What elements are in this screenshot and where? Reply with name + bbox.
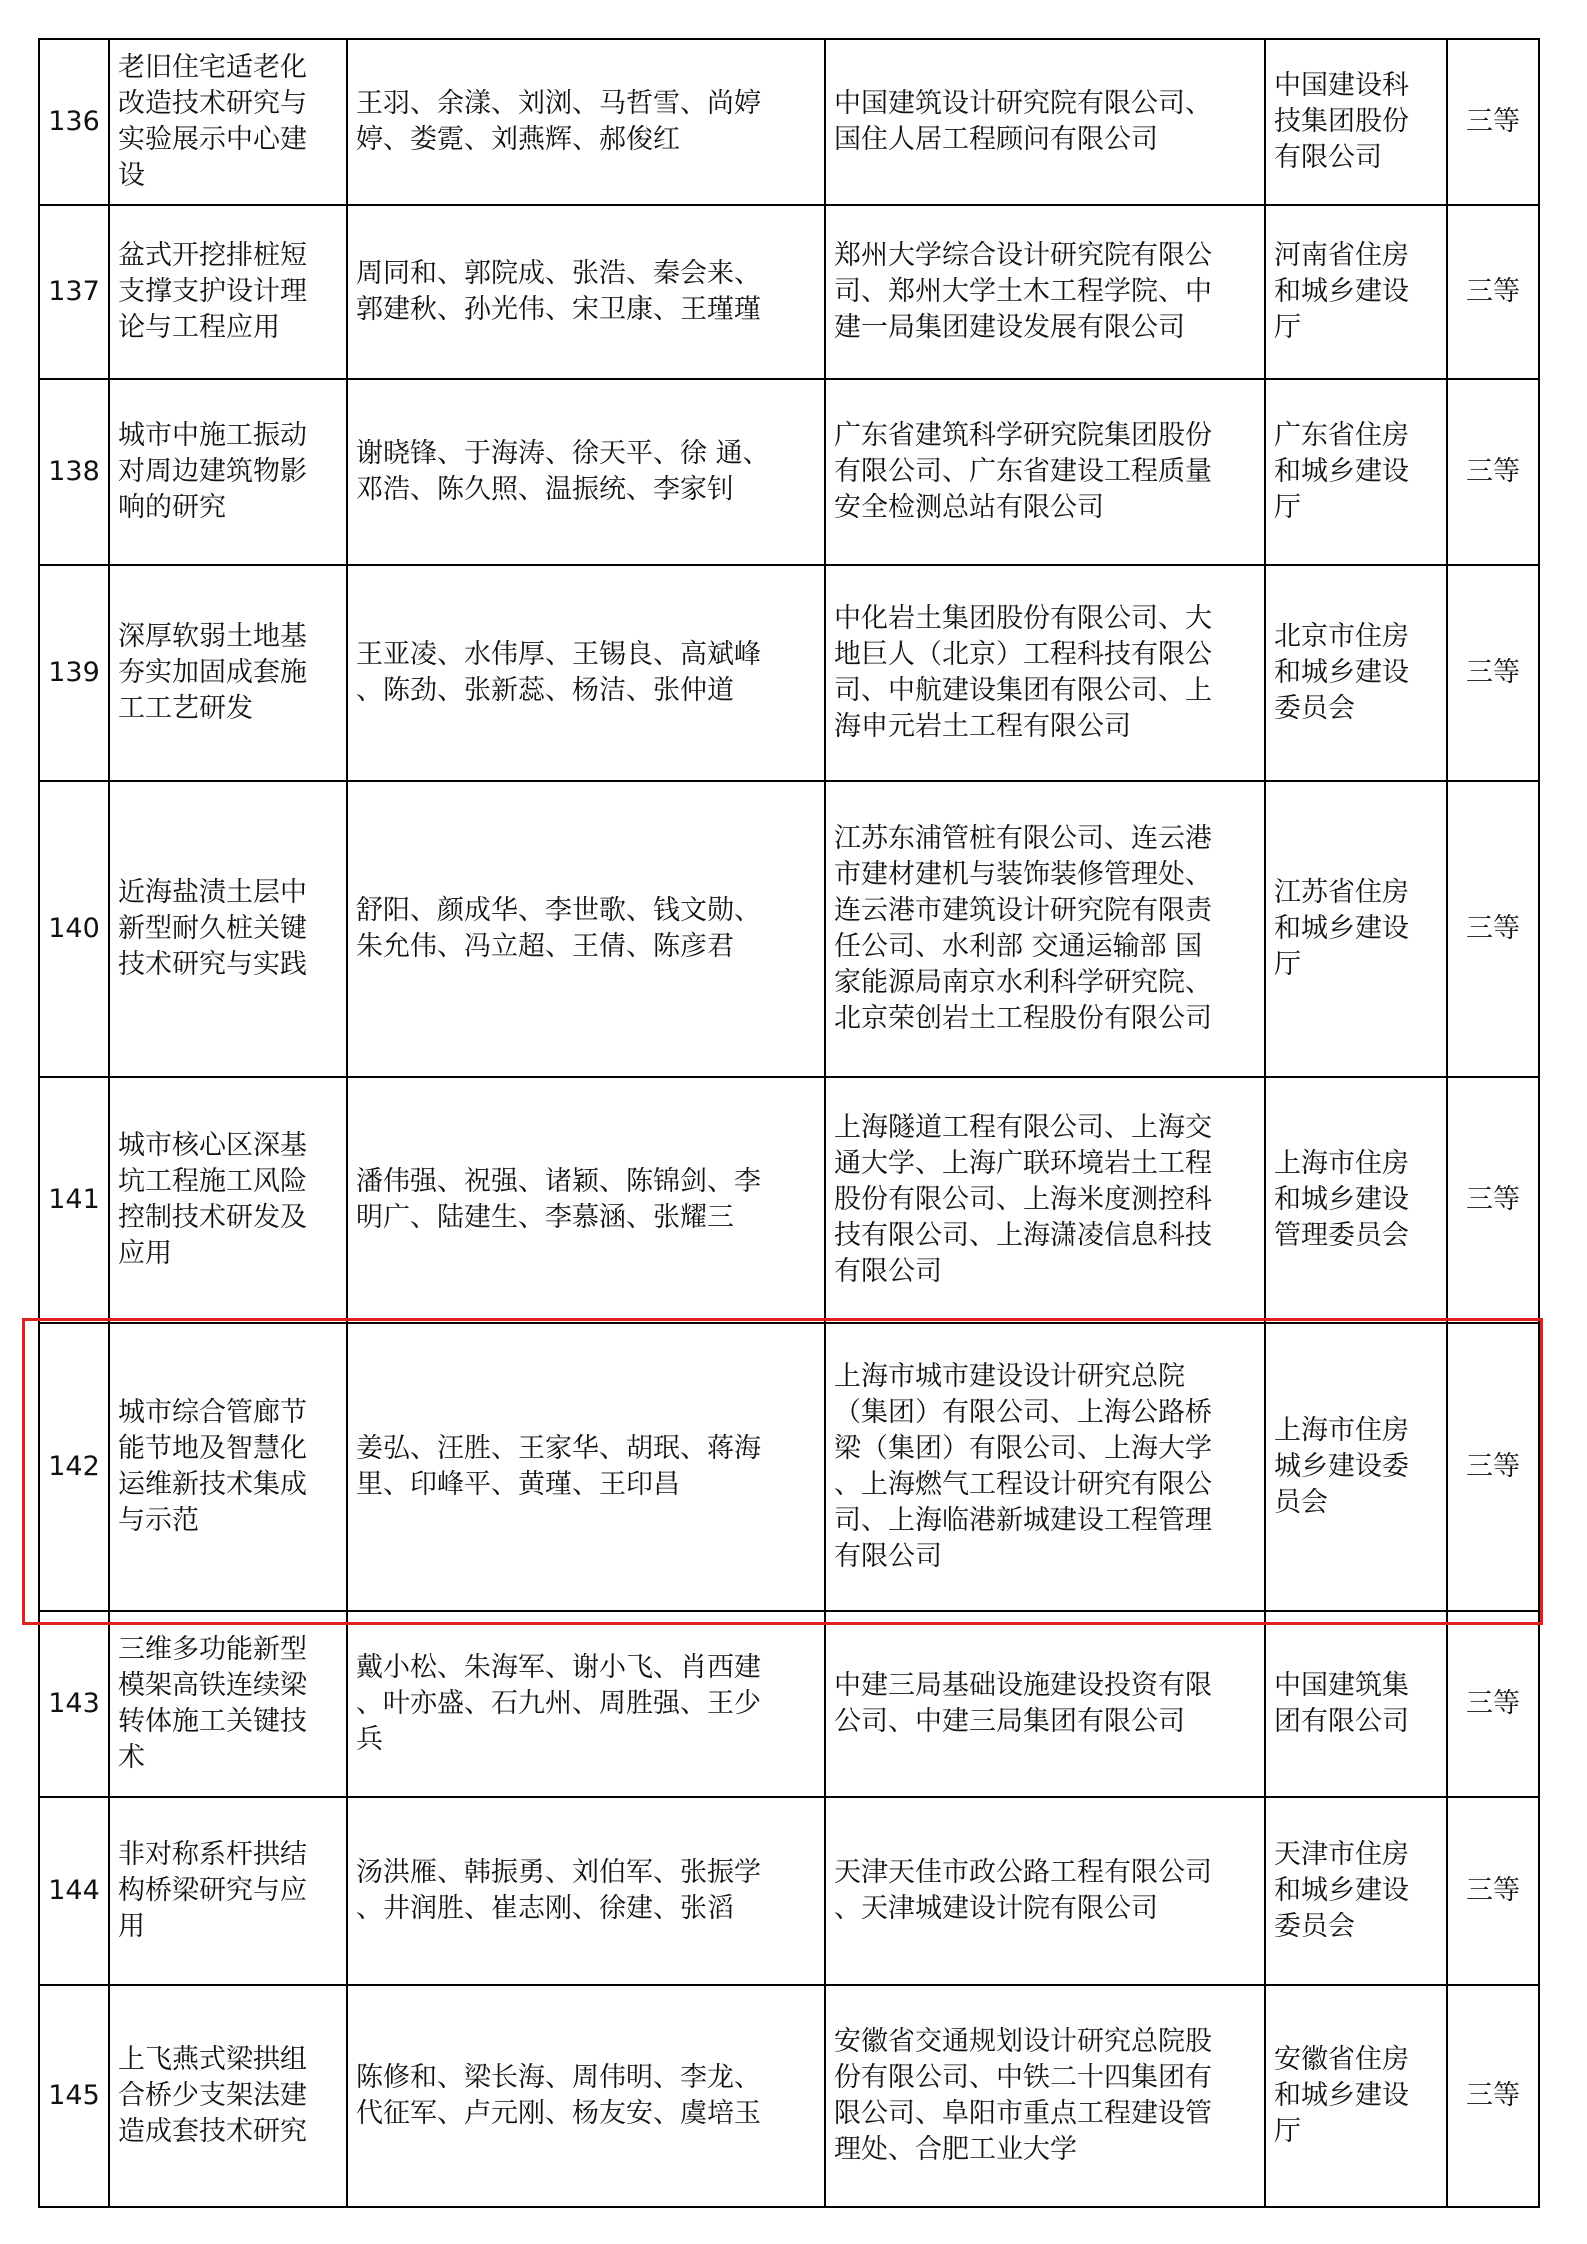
award-grade: 三等: [1447, 379, 1539, 565]
completing-units: 中国建筑设计研究院有限公司、 国住人居工程顾问有限公司: [825, 39, 1265, 205]
project-name: 非对称系杆拱结 构桥梁研究与应 用: [109, 1797, 347, 1985]
main-contributors: 姜弘、汪胜、王家华、胡珉、蒋海 里、印峰平、黄瑾、王印昌: [347, 1323, 825, 1611]
table-row: [39, 1077, 1539, 1323]
project-name: 老旧住宅适老化 改造技术研究与 实验展示中心建 设: [109, 39, 347, 205]
completing-units: 广东省建筑科学研究院集团股份 有限公司、广东省建设工程质量 安全检测总站有限公司: [825, 379, 1265, 565]
table-row: [39, 205, 1539, 379]
completing-units: 安徽省交通规划设计研究总院股 份有限公司、中铁二十四集团有 限公司、阜阳市重点工程建设管 理处、合肥工业大学: [825, 1985, 1265, 2207]
row-number: 140: [39, 781, 109, 1077]
project-name: 城市综合管廊节 能节地及智慧化 运维新技术集成 与示范: [109, 1323, 347, 1611]
main-contributors: 汤洪雁、韩振勇、刘伯军、张振学 、井润胜、崔志刚、徐建、张滔: [347, 1797, 825, 1985]
award-grade: 三等: [1447, 1797, 1539, 1985]
recommending-unit: 安徽省住房 和城乡建设 厅: [1265, 1985, 1447, 2207]
award-grade: 三等: [1447, 781, 1539, 1077]
project-name: 近海盐渍土层中 新型耐久桩关键 技术研究与实践: [109, 781, 347, 1077]
completing-units: 天津天佳市政公路工程有限公司 、天津城建设计院有限公司: [825, 1797, 1265, 1985]
project-name: 三维多功能新型 模架高铁连续梁 转体施工关键技 术: [109, 1611, 347, 1797]
completing-units: 上海市城市建设设计研究总院 （集团）有限公司、上海公路桥 梁（集团）有限公司、上海大学 、上海燃气工程设计研究有限公 司、上海临港新城建设工程管理 有限公司: [825, 1323, 1265, 1611]
table-row: [39, 39, 1539, 205]
main-contributors: 戴小松、朱海军、谢小飞、肖西建 、叶亦盛、石九州、周胜强、王少 兵: [347, 1611, 825, 1797]
table-row: [39, 1797, 1539, 1985]
main-contributors: 王羽、余漾、刘浏、马哲雪、尚婷 婷、娄霓、刘燕辉、郝俊红: [347, 39, 825, 205]
main-contributors: 潘伟强、祝强、诸颖、陈锦剑、李 明广、陆建生、李慕涵、张耀三: [347, 1077, 825, 1323]
row-number: 139: [39, 565, 109, 781]
main-contributors: 周同和、郭院成、张浩、秦会来、 郭建秋、孙光伟、宋卫康、王瑾瑾: [347, 205, 825, 379]
row-number: 138: [39, 379, 109, 565]
awards-table: [38, 38, 1540, 2208]
project-name: 深厚软弱土地基 夯实加固成套施 工工艺研发: [109, 565, 347, 781]
row-number: 137: [39, 205, 109, 379]
completing-units: 郑州大学综合设计研究院有限公 司、郑州大学土木工程学院、中 建一局集团建设发展有限公司: [825, 205, 1265, 379]
table-row: [39, 565, 1539, 781]
recommending-unit: 天津市住房 和城乡建设 委员会: [1265, 1797, 1447, 1985]
row-number: 142: [39, 1323, 109, 1611]
award-grade: 三等: [1447, 1077, 1539, 1323]
recommending-unit: 中国建设科 技集团股份 有限公司: [1265, 39, 1447, 205]
main-contributors: 谢晓锋、于海涛、徐天平、徐 通、 邓浩、陈久照、温振统、李家钊: [347, 379, 825, 565]
table-row: [39, 781, 1539, 1077]
award-grade: 三等: [1447, 39, 1539, 205]
recommending-unit: 江苏省住房 和城乡建设 厅: [1265, 781, 1447, 1077]
project-name: 城市核心区深基 坑工程施工风险 控制技术研发及 应用: [109, 1077, 347, 1323]
row-number: 143: [39, 1611, 109, 1797]
row-number: 141: [39, 1077, 109, 1323]
completing-units: 中化岩土集团股份有限公司、大 地巨人（北京）工程科技有限公 司、中航建设集团有限公司、上 海申元岩土工程有限公司: [825, 565, 1265, 781]
recommending-unit: 北京市住房 和城乡建设 委员会: [1265, 565, 1447, 781]
row-number: 136: [39, 39, 109, 205]
row-number: 144: [39, 1797, 109, 1985]
award-grade: 三等: [1447, 1985, 1539, 2207]
main-contributors: 王亚凌、水伟厚、王锡良、高斌峰 、陈劲、张新蕊、杨洁、张仲道: [347, 565, 825, 781]
award-grade: 三等: [1447, 205, 1539, 379]
award-grade: 三等: [1447, 1611, 1539, 1797]
table-row: [39, 1985, 1539, 2207]
award-grade: 三等: [1447, 565, 1539, 781]
table-row: [39, 379, 1539, 565]
main-contributors: 舒阳、颜成华、李世歌、钱文勋、 朱允伟、冯立超、王倩、陈彦君: [347, 781, 825, 1077]
completing-units: 上海隧道工程有限公司、上海交 通大学、上海广联环境岩土工程 股份有限公司、上海米度测控科 技有限公司、上海潇凌信息科技 有限公司: [825, 1077, 1265, 1323]
recommending-unit: 上海市住房 和城乡建设 管理委员会: [1265, 1077, 1447, 1323]
table-row: [39, 1323, 1539, 1611]
main-contributors: 陈修和、梁长海、周伟明、李龙、 代征军、卢元刚、杨友安、虞培玉: [347, 1985, 825, 2207]
completing-units: 中建三局基础设施建设投资有限 公司、中建三局集团有限公司: [825, 1611, 1265, 1797]
table-row: [39, 1611, 1539, 1797]
project-name: 上飞燕式梁拱组 合桥少支架法建 造成套技术研究: [109, 1985, 347, 2207]
recommending-unit: 河南省住房 和城乡建设 厅: [1265, 205, 1447, 379]
recommending-unit: 上海市住房 城乡建设委 员会: [1265, 1323, 1447, 1611]
recommending-unit: 中国建筑集 团有限公司: [1265, 1611, 1447, 1797]
recommending-unit: 广东省住房 和城乡建设 厅: [1265, 379, 1447, 565]
project-name: 盆式开挖排桩短 支撑支护设计理 论与工程应用: [109, 205, 347, 379]
award-grade: 三等: [1447, 1323, 1539, 1611]
project-name: 城市中施工振动 对周边建筑物影 响的研究: [109, 379, 347, 565]
completing-units: 江苏东浦管桩有限公司、连云港 市建材建机与装饰装修管理处、 连云港市建筑设计研究院有限责 任公司、水利部 交通运输部 国 家能源局南京水利科学研究院、 北京荣创岩土工程股份有限公司: [825, 781, 1265, 1077]
row-number: 145: [39, 1985, 109, 2207]
